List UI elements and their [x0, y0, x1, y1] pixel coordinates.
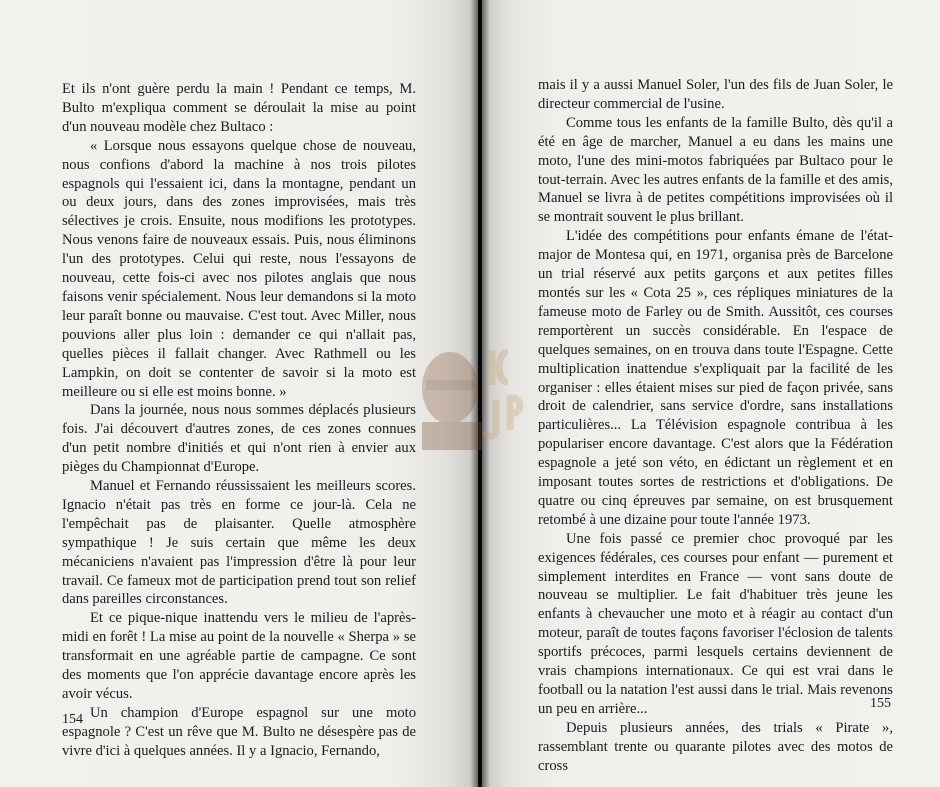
paragraph: Dans la journée, nous nous sommes déplacés plusieurs fois. J'ai découvert d'autres zones, de ces zones connues d'un petit nombre d'initiés et qui n'ont rien à envier aux pièges du Championnat d'Europe. — [62, 402, 416, 476]
paragraph: Une fois passé ce premier choc provoqué par les exigences fédérales, ces courses pour enfant — purement et simplement interdites en France — vont sans doute de nouveau se multiplier. Le fait d'habituer très jeune les enfants à chevaucher une moto et à réagir au contact d'un moteur, paraît de toutes façons favoriser l'éclosion de talents sportifs précoces, parmi lesquels certains deviennent de vrais champions internationaux. Ce qui est vrai dans le football ou la natation l'est aussi dans le trial. Mais revenons un peu en arrière... — [538, 530, 893, 717]
paragraph: Comme tous les enfants de la famille Bulto, dès qu'il a été en âge de marcher, Manuel a eu dans les mains une moto, l'une des mini-motos fabriquées par Bultaco pour le tout-terrain. Avec les autres enfants de la famille et des amis, Manuel se livra à de petites compétitions improvisées où il se montrait souvent le plus brillant. — [538, 114, 893, 226]
page-number: 155 — [870, 696, 891, 711]
right-page — [482, 0, 940, 787]
left-page-text — [62, 80, 416, 761]
paragraph: Et ils n'ont guère perdu la main ! Pendant ce temps, M. Bulto m'expliqua comment se déroulait la mise au point d'un nouveau modèle chez Bultaco : — [62, 81, 416, 135]
paragraph: mais il y a aussi Manuel Soler, l'un des fils de Juan Soler, le directeur commercial de l'usine. — [538, 77, 893, 112]
page-number: 154 — [62, 712, 83, 727]
book-gutter — [470, 0, 490, 787]
right-page-text — [538, 76, 893, 776]
paragraph: Manuel et Fernando réussissaient les meilleurs scores. Ignacio n'était pas très en forme ce jour-là. Cela ne l'empêchait pas de plaisanter. Quelle atmosphère sympathique ! Je suis certain que même les deux mécaniciens n'avaient pas l'impression d'être là pour leur travail. Ce fameux mot de participation prend tout son relief dans pareilles circonstances. — [62, 478, 416, 608]
paragraph: « Lorsque nous essayons quelque chose de nouveau, nous confions d'abord la machine à nos trois pilotes espagnols qui l'essaient ici, dans la montagne, pendant un ou deux jours, dans des zones improvisées, mais très sélectives je crois. Ensuite, nous modifions les prototypes. Nous venons faire de nouveaux essais. Puis, nous éliminons l'un des prototypes. Celui qui reste, nous l'essayons de nouveau, cette fois-ci avec nos pilotes anglais que nous faisons venir spécialement. Nous leur demandons si la moto leur paraît bonne ou mauvaise. C'est tout. Avec Miller, nous pouvions aller plus loin : demander ce qui n'allait pas, quelles pièces il fallait changer. Avec Rathmell ou les Lampkin, on doit se contenter de savoir si la moto est meilleure ou si elle est moins bonne. » — [62, 137, 416, 400]
paragraph: Un champion d'Europe espagnol sur une moto espagnole ? C'est un rêve que M. Bulto ne désespère pas de vivre d'ici à quelques années. Il y a Ignacio, Fernando, — [62, 704, 416, 759]
paragraph: Depuis plusieurs années, des trials « Pirate », rassemblant trente ou quarante pilotes avec des motos de cross — [538, 719, 893, 774]
paragraph: L'idée des compétitions pour enfants émane de l'état-major de Montesa qui, en 1971, organisa près de Barcelone un trial réservé aux petits garçons et aux petites filles montés sur les « Cota 25 », ces répliques miniatures de la fameuse moto de Farley ou de Smith. Aussitôt, ces courses remportèrent un succès considérable. En l'espace de quelques semaines, on en trouva dans toute l'Espagne. Cette multiplication inattendue s'expliquait par la facilité de les organiser : elles étaient mises sur pied de façon privée, sans droit de calendrier, sans service d'ordre, sans installations particulières... La Télévision espagnole contribua à les populariser encore davantage. C'est alors que la Fédération espagnole a jeté son véto, en édictant un règlement et en imposant toutes sortes de restrictions et d'obligations. De quatre ou cinq épreuves par semaine, on est brusquement retombé à une dizaine pour toute l'année 1973. — [538, 228, 893, 528]
paragraph: Et ce pique-nique inattendu vers le milieu de l'après-midi en forêt ! La mise au point de la nouvelle « Sherpa » se transformait en une agréable partie de campagne. Ce sont des moments que l'on apprécie davantage encore après les avoir vécus. — [62, 610, 416, 702]
